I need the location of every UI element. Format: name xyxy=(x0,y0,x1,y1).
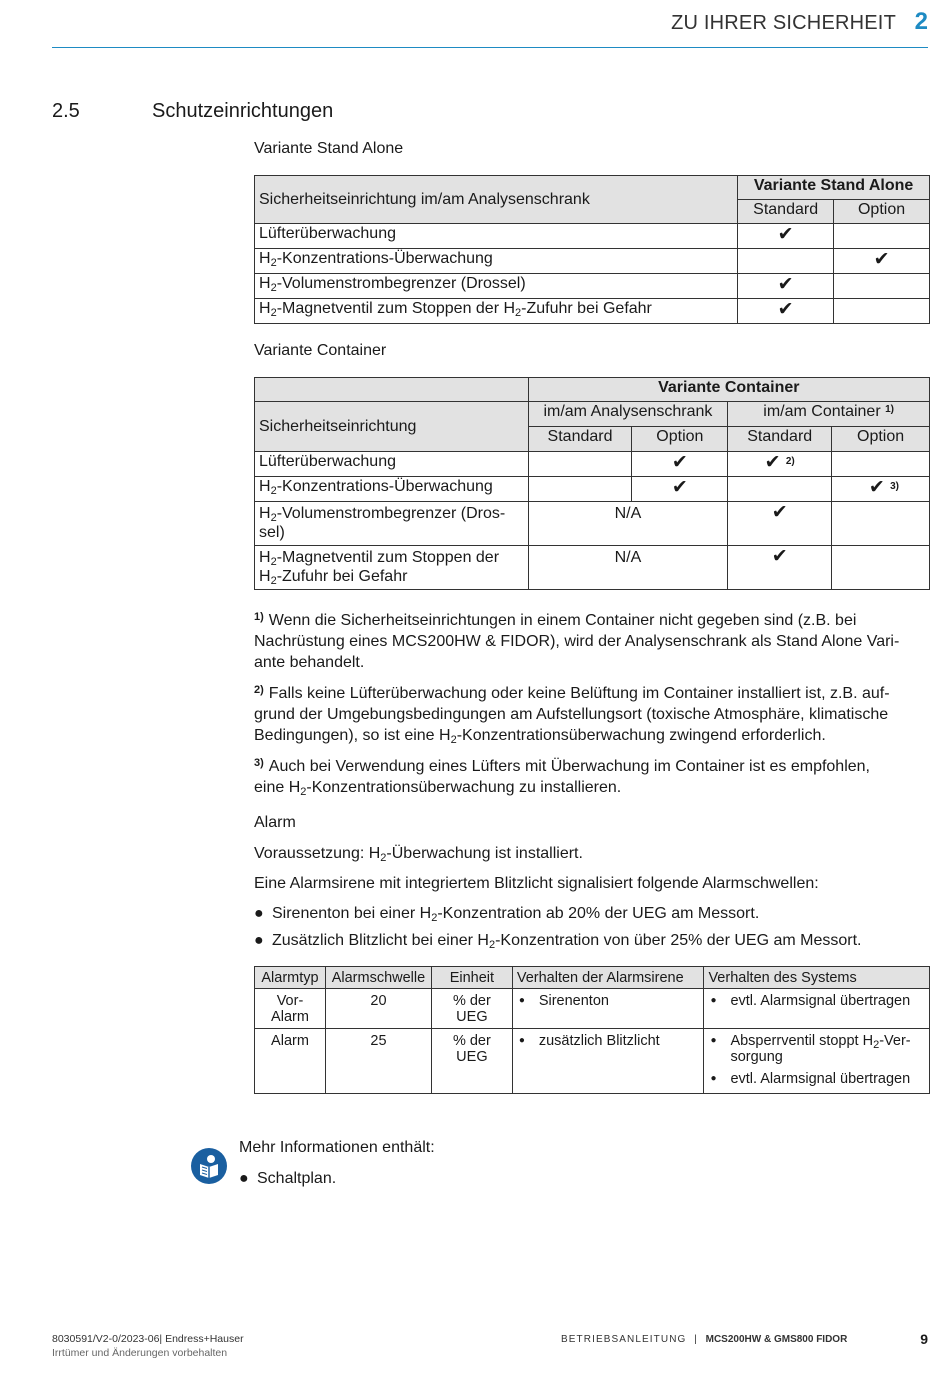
stand-alone-table xyxy=(254,175,930,324)
check-icon: ✔ $^{3)}$ xyxy=(832,477,930,502)
col-header-device: Sicherheitseinrichtung im/am Analysenschrank xyxy=(255,176,738,224)
alarm-threshold: 20 xyxy=(325,989,431,1029)
device-label: Lüfterüberwachung xyxy=(255,452,529,477)
col-header-standard: Standard xyxy=(728,427,832,452)
alarm-type: Vor- Alarm xyxy=(255,989,326,1029)
col-header-option: Option xyxy=(632,427,728,452)
list-item: ● Sirenenton xyxy=(517,993,700,1009)
footnote-mark: 2) xyxy=(254,684,264,696)
col-header-container: im/am Container $^{1)}$ xyxy=(728,402,930,427)
header-rule xyxy=(52,47,928,48)
col-header-standard: Standard xyxy=(738,200,834,224)
col-header-variant: Variante Stand Alone xyxy=(738,176,930,200)
list-item: ● Schaltplan. xyxy=(239,1170,337,1187)
bullet-icon: ● xyxy=(254,932,264,949)
info-text: Mehr Informationen enthält: xyxy=(239,1139,435,1156)
alarm-prerequisite: Voraussetzung: $H_2$-Überwachung ist installiert. xyxy=(254,845,583,864)
check-icon: ✔ $^{2)}$ xyxy=(728,452,832,477)
manual-read-icon xyxy=(191,1148,227,1184)
check-icon xyxy=(528,452,632,477)
check-icon xyxy=(738,249,834,274)
check-icon: ✔ xyxy=(738,224,834,249)
table-row xyxy=(255,299,930,324)
table-row xyxy=(255,452,930,477)
footnote-ref: 1) xyxy=(885,404,894,415)
device-label: $H_2$-Volumenstrombegrenzer (Dros- sel) xyxy=(255,502,529,546)
check-icon: ✔ xyxy=(728,546,832,590)
table-row xyxy=(255,224,930,249)
list-item: ● evtl. Alarmsignal übertragen xyxy=(708,1071,925,1087)
disclaimer: Irrtümer und Änderungen vorbehalten xyxy=(52,1347,228,1359)
check-icon: ✔ xyxy=(738,274,834,299)
table-row xyxy=(255,249,930,274)
footer-manual: BETRIEBSANLEITUNG | MCS200HW & GMS800 FIDOR xyxy=(561,1334,848,1345)
page-number: 9 xyxy=(920,1331,928,1347)
alarm-type: Alarm xyxy=(255,1029,326,1094)
col-header-type: Alarmtyp xyxy=(255,967,326,989)
alarm-unit: % der UEG xyxy=(431,989,512,1029)
not-applicable: N/A xyxy=(528,546,728,590)
check-icon xyxy=(834,224,930,249)
table-row xyxy=(255,546,930,590)
col-header-threshold: Alarmschwelle xyxy=(325,967,431,989)
alarm-table xyxy=(254,966,930,1094)
footnote-ref: 2) xyxy=(785,456,795,467)
footnote-1: $^{1)}$ Wenn die Sicherheitseinrichtungen in einem Container nicht gegeben sind (z.B. bei Nachrüstung eines MCS200HW & FIDOR), wird der Analysenschrank als Stand Alone Vari- ante behandelt. xyxy=(254,611,900,671)
running-header-title: ZU IHRER SICHERHEIT xyxy=(671,12,896,34)
alarm-heading: Alarm xyxy=(254,814,296,831)
chapter-number: 2 xyxy=(914,8,928,35)
col-header-system: Verhalten des Systems xyxy=(704,967,930,989)
footnote-3: $^{3)}$ Auch bei Verwendung eines Lüfters mit Überwachung im Container ist es empfohlen, eine $H_2$-Konzentrationsüberwachung zu installieren. xyxy=(254,757,870,798)
section-title: Schutzeinrichtungen xyxy=(152,100,334,122)
check-icon: ✔ xyxy=(728,502,832,546)
device-label: $H_2$-Volumenstrombegrenzer (Drossel) xyxy=(255,274,738,299)
col-header-device: Sicherheitseinrichtung xyxy=(255,402,529,452)
col-header-option: Option xyxy=(832,427,930,452)
list-item: ● Sirenenton bei einer $H_2$-Konzentration ab 20% der UEG am Messort. xyxy=(254,905,760,924)
check-icon: ✔ xyxy=(738,299,834,324)
list-item: ● Absperrventil stoppt $H_2-Ver-$ sorgung xyxy=(708,1033,925,1065)
table-row xyxy=(255,989,930,1029)
device-label: Lüfterüberwachung xyxy=(259,225,396,242)
col-header-cabinet: im/am Analysenschrank xyxy=(528,402,728,427)
footnote-2: $^{2)}$ Falls keine Lüfterüberwachung oder keine Belüftung im Container installiert ist, z.B. auf- grund der Umgebungsbedingungen am Aufstellungsort (toxische Atmosphäre, klimatische Bedingungen), so ist eine $H_2$-Konzentrationsüberwachung zwingend erforderlich. xyxy=(254,684,890,746)
col-header-siren: Verhalten der Alarmsirene xyxy=(512,967,704,989)
container-table xyxy=(254,377,930,590)
list-item: ● Zusätzlich Blitzlicht bei einer $H_2$-Konzentration von über 25% der UEG am Messort. xyxy=(254,932,862,951)
check-icon: ✔ xyxy=(834,249,930,274)
device-label: $H_2$-Magnetventil zum Stoppen der $H_2$-Zufuhr bei Gefahr xyxy=(255,299,738,324)
check-icon xyxy=(728,477,832,502)
col-header-variant: Variante Container xyxy=(528,378,929,402)
stand-alone-heading: Variante Stand Alone xyxy=(254,140,404,157)
bullet-icon: ● xyxy=(239,1170,249,1187)
check-icon: ✔ xyxy=(632,477,728,502)
alarm-threshold: 25 xyxy=(325,1029,431,1094)
check-icon xyxy=(832,452,930,477)
col-header-option: Option xyxy=(834,200,930,224)
check-icon xyxy=(834,299,930,324)
alarm-intro: Eine Alarmsirene mit integriertem Blitzlicht signalisiert folgende Alarmschwellen: xyxy=(254,875,819,892)
section-number: 2.5 xyxy=(52,100,80,122)
table-row xyxy=(255,477,930,502)
table-row xyxy=(255,1029,930,1094)
list-item: ● zusätzlich Blitzlicht xyxy=(517,1033,700,1049)
alarm-unit: % der UEG xyxy=(431,1029,512,1094)
device-label: $H_2$-Magnetventil zum Stoppen der $H_2$-Zufuhr bei Gefahr xyxy=(255,546,529,590)
container-heading: Variante Container xyxy=(254,342,387,359)
col-header-standard: Standard xyxy=(528,427,632,452)
list-item: ● evtl. Alarmsignal übertragen xyxy=(708,993,925,1009)
footnote-mark: 3) xyxy=(254,757,264,769)
footnote-ref: 3) xyxy=(890,481,899,492)
col-header-unit: Einheit xyxy=(431,967,512,989)
check-icon xyxy=(528,477,632,502)
table-row xyxy=(255,274,930,299)
table-row xyxy=(255,502,930,546)
check-icon: ✔ xyxy=(632,452,728,477)
device-label: $H_2-Konzentrations$-Überwachung xyxy=(255,249,738,274)
check-icon xyxy=(834,274,930,299)
footnote-mark: 1) xyxy=(254,611,264,623)
not-applicable: N/A xyxy=(528,502,728,546)
device-label: $H_2-Konzentrations$-Überwachung xyxy=(255,477,529,502)
bullet-icon: ● xyxy=(254,905,264,922)
document-id: 8030591/V2-0/2023-06| Endress+Hauser xyxy=(52,1333,244,1345)
